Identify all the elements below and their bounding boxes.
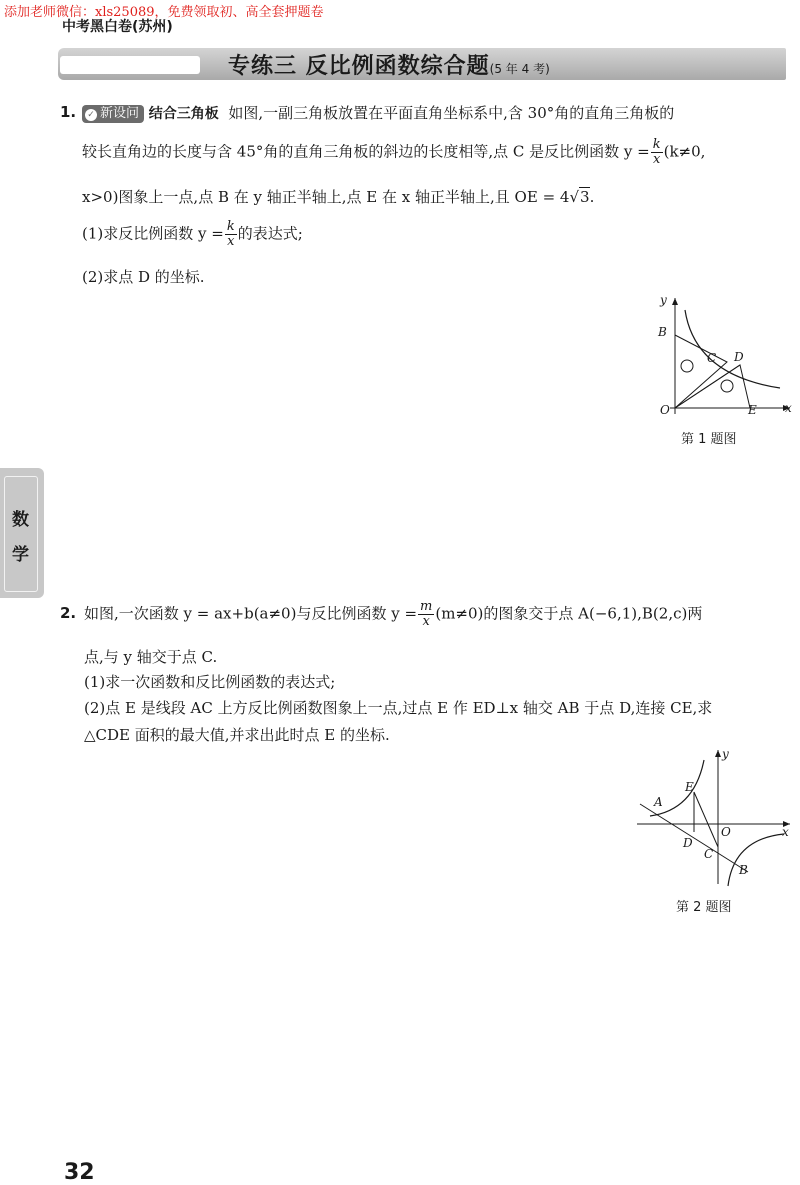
sqrt-radicand: 3 [580, 188, 590, 206]
label-x: x [785, 401, 792, 415]
fraction-numerator: k [652, 137, 661, 152]
question-1-text-3a: x>0)图象上一点,点 B 在 y 轴正半轴上,点 E 在 x 轴正半轴上,且 OE = 4 [82, 188, 570, 206]
figure-1-hyperbola [685, 310, 780, 388]
figure-2-graph [632, 744, 794, 894]
question-2-part-2: (2)点 E 是线段 AC 上方反比例函数图象上一点,过点 E 作 ED⊥x 轴交 AB 于点 D,连接 CE,求 [84, 699, 713, 717]
figure-2-segment-ce [694, 792, 718, 847]
badge-label: 新设问 [100, 106, 140, 121]
question-1-part-1-text-b: 的表达式; [237, 224, 303, 243]
label-a: A [654, 795, 663, 809]
new-question-badge [82, 105, 144, 123]
label-x: x [782, 825, 789, 839]
question-2-part-2-cont: △CDE 面积的最大值,并求出此时点 E 的坐标. [84, 726, 390, 744]
section-subtitle: (5 年 4 考) [489, 62, 550, 76]
side-tab-char-2: 学 [12, 545, 29, 565]
triangle-30-degree [675, 335, 727, 408]
figure-2-y-arrow [715, 750, 721, 757]
badge-check-icon: ✓ [85, 109, 97, 121]
fraction-denominator: x [227, 234, 235, 249]
figure-1-y-arrow [672, 298, 678, 305]
label-b: B [739, 863, 748, 877]
question-1-line-2 [82, 138, 705, 167]
question-2-line-2: 点,与 y 轴交于点 C. [84, 648, 218, 666]
label-c: C [707, 351, 717, 365]
figure-1-graph [645, 290, 795, 425]
watermark-text: 添加老师微信：xls25089，免费领取初、高全套押题卷 [4, 5, 324, 20]
figure-2-hyperbola-lower [728, 834, 784, 886]
figure-2-caption: 第 2 题图 [676, 900, 732, 915]
banner-notch [60, 56, 200, 74]
side-tab-char-1: 数 [12, 510, 29, 530]
question-2-text-1b: (m≠0)的图象交于点 A(−6,1),B(2,c)两 [435, 604, 703, 623]
sqrt-sign: √ [569, 188, 580, 206]
question-2-part-1: (1)求一次函数和反比例函数的表达式; [84, 673, 336, 691]
label-o: O [721, 825, 731, 839]
question-2-line-1 [84, 600, 702, 629]
label-e: E [685, 780, 694, 794]
question-1-part-1 [82, 220, 303, 249]
label-b: B [658, 325, 667, 339]
question-1-text-2a: 较长直角边的长度与含 45°角的直角三角板的斜边的长度相等,点 C 是反比例函数 y = [82, 142, 650, 161]
label-o: O [660, 403, 670, 417]
question-1-line-1 [82, 102, 674, 123]
label-d: D [683, 836, 693, 850]
fraction-denominator: x [422, 614, 430, 629]
figure-1-circle-2 [721, 380, 733, 392]
series-title: 中考黑白卷(苏州) [62, 19, 173, 35]
section-title [228, 49, 550, 80]
question-1-part-2: (2)求点 D 的坐标. [82, 268, 205, 286]
label-d: D [734, 350, 744, 364]
question-1-text-1: 如图,一副三角板放置在平面直角坐标系中,含 30°角的直角三角板的 [228, 104, 675, 122]
fraction-k-over-x [651, 138, 663, 167]
fraction-denominator: x [652, 152, 661, 167]
section-title-text: 专练三 反比例函数综合题 [228, 54, 490, 79]
fraction-numerator: m [420, 599, 433, 614]
figure-1-caption: 第 1 题图 [681, 432, 737, 447]
fraction-m-over-x [418, 600, 434, 629]
fraction-numerator: k [226, 219, 235, 234]
page-number: 32 [64, 1160, 95, 1185]
label-y: y [722, 747, 729, 761]
figure-1-circle-1 [681, 360, 693, 372]
side-tab-frame [4, 476, 38, 592]
label-c: C [704, 847, 714, 861]
question-1-part-1-text-a: (1)求反比例函数 y = [82, 224, 224, 243]
question-2-number: 2. [60, 604, 77, 622]
question-2-text-1a: 如图,一次函数 y = ax+b(a≠0)与反比例函数 y = [84, 604, 418, 623]
question-1-line-3 [82, 186, 594, 207]
question-1-text-3b: . [589, 188, 595, 206]
label-y: y [660, 293, 667, 307]
fraction-k-over-x-2 [225, 220, 237, 249]
question-1-number: 1. [60, 103, 77, 121]
label-e: E [748, 403, 757, 417]
question-1-keyword: 结合三角板 [148, 106, 219, 122]
question-1-text-2b: (k≠0, [663, 142, 706, 161]
